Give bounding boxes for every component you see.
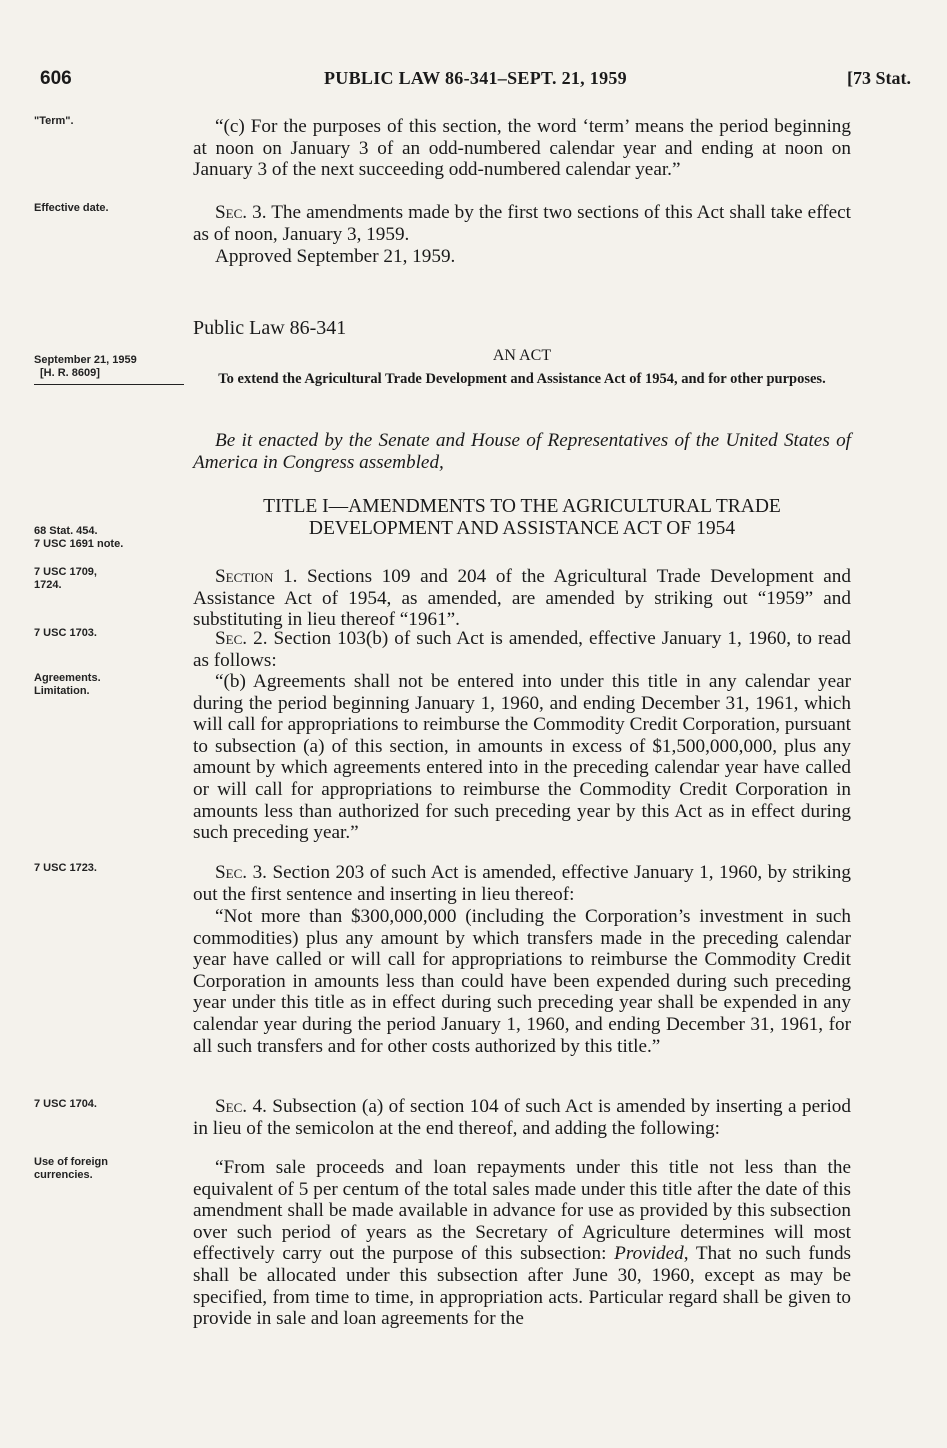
sec-label: Sec. — [215, 628, 248, 649]
section-2-quote: “(b) Agreements shall not be entered into under this title in any calendar year during the period beginning January 1, 1960, and ending December 31, 1961, which will call for appropriations to reimburse the Commodity Credit Corporation, pursuant to subsection (a) of this section, in amounts in excess of $1,500,000,000, plus any amount by which agreements entered into in the preceding calendar year have called or will call for appropriations to reimburse the Commodity Credit Corporation in amounts less than authorized for such preceding year by this Act as in effect during such preceding year.” — [193, 671, 851, 844]
currencies-note: currencies. — [34, 1169, 93, 1181]
margin-note-agreements — [34, 672, 184, 698]
section-3-quote: “Not more than $300,000,000 (including the Corporation’s investment in such commodities) plus any amount by which transfers made in the preceding calendar year have called or will call for appropriations to reimburse the Commodity Credit Corporation in amounts less than could have been expended during such preceding year under this title as in effect during such preceding year shall be expended in any calendar year during the period January 1, 1960, and ending December 31, 1961, for all such transfers and for other costs authorized by this title.” — [193, 906, 851, 1057]
margin-note-usc-1703: 7 USC 1703. — [34, 627, 97, 639]
stat-ref: 68 Stat. 454. — [34, 525, 98, 537]
section-2-text: 2. Section 103(b) of such Act is amended, effective January 1, 1960, to read as follows: — [193, 628, 851, 671]
statute-volume: [73 Stat. — [847, 68, 911, 88]
section-label: Section — [215, 566, 274, 587]
sec-text: 3. The amendments made by the first two sections of this Act shall take effect as of noon, January 3, 1959. — [193, 202, 851, 245]
bill-number: [H. R. 8609] — [40, 367, 100, 379]
enacting-clause: Be it enacted by the Senate and House of Representatives of the United States of America in Congress assembled, — [193, 430, 851, 473]
provided-keyword: Provided — [614, 1243, 684, 1265]
section-4-quote-part-b: , That no such funds shall be allocated under this subsection after June 30, 1960, except as may be specified, from time to time, in appropriation acts. Particular regard shall be given to provide in sale and loan agreements for the — [193, 1243, 851, 1330]
margin-note-stat-ref — [34, 525, 184, 551]
agreements-note: Agreements. — [34, 672, 101, 684]
margin-note-date — [34, 354, 184, 380]
section-1-text: 1. Sections 109 and 204 of the Agricultural Trade Development and Assistance Act of 1954, as amended, are amended by striking out “1959” and substituting in lieu thereof “1961”. — [193, 566, 851, 631]
section-4 — [193, 1096, 851, 1139]
margin-note-effective-date: Effective date. — [34, 202, 109, 214]
limitation-note: Limitation. — [34, 685, 90, 697]
sec-label: Sec. — [215, 862, 248, 883]
term-definition: “(c) For the purposes of this section, the word ‘term’ means the period beginning at noon on January 3 of an odd-numbered calendar year and ending at noon on January 3 of the next succeeding odd-numbered calendar year.” — [193, 116, 851, 181]
section-4-text: 4. Subsection (a) of section 104 of such Act is amended by inserting a period in lieu of the semicolon at the end thereof, and adding the following: — [193, 1096, 851, 1139]
sec-label: Sec. — [215, 1096, 248, 1117]
running-title: PUBLIC LAW 86-341–SEPT. 21, 1959 — [324, 68, 627, 88]
act-purpose: To extend the Agricultural Trade Development and Assistance Act of 1954, and for other purposes. — [218, 371, 826, 387]
margin-note-usc-1723: 7 USC 1723. — [34, 862, 97, 874]
section-1 — [193, 566, 851, 631]
margin-note-term: "Term". — [34, 115, 74, 127]
enactment-date: September 21, 1959 — [34, 354, 137, 366]
section-3-text: 3. Section 203 of such Act is amended, effective January 1, 1960, by striking out the first sentence and inserting in lieu thereof: — [193, 862, 851, 905]
usc-1709-ref: 7 USC 1709, — [34, 566, 97, 578]
section-2 — [193, 628, 851, 671]
section-3-effective — [193, 202, 851, 245]
page-number: 606 — [40, 68, 72, 89]
approved-line: Approved September 21, 1959. — [215, 246, 456, 267]
foreign-note: Use of foreign — [34, 1156, 108, 1168]
margin-note-usc-1709 — [34, 566, 184, 592]
bill-rule — [34, 384, 184, 385]
running-header — [40, 68, 911, 94]
section-4-quote — [193, 1157, 851, 1330]
an-act-heading: AN ACT — [492, 347, 552, 364]
sec-label: Sec. — [215, 202, 248, 223]
section-3 — [193, 862, 851, 905]
margin-note-usc-1704: 7 USC 1704. — [34, 1098, 97, 1110]
section-4-quote-part-a: “From sale proceeds and loan repayments under this title not less than the equivalent of 5 per centum of the total sales made under this title after the date of this amendment shall be made available in advance for use as provided by this subsection over such period of years as the Secretary of Agriculture determines will most effectively carry out the purpose of this subsection: — [193, 1157, 851, 1265]
title-heading-line-1: TITLE I—AMENDMENTS TO THE AGRICULTURAL TRADE — [263, 496, 781, 517]
usc-1724-ref: 1724. — [34, 579, 62, 591]
margin-note-foreign-currencies — [34, 1156, 184, 1182]
title-heading — [188, 496, 856, 539]
title-heading-line-2: DEVELOPMENT AND ASSISTANCE ACT OF 1954 — [308, 517, 736, 539]
usc-note-ref: 7 USC 1691 note. — [34, 538, 124, 550]
public-law-title: Public Law 86-341 — [193, 317, 347, 339]
